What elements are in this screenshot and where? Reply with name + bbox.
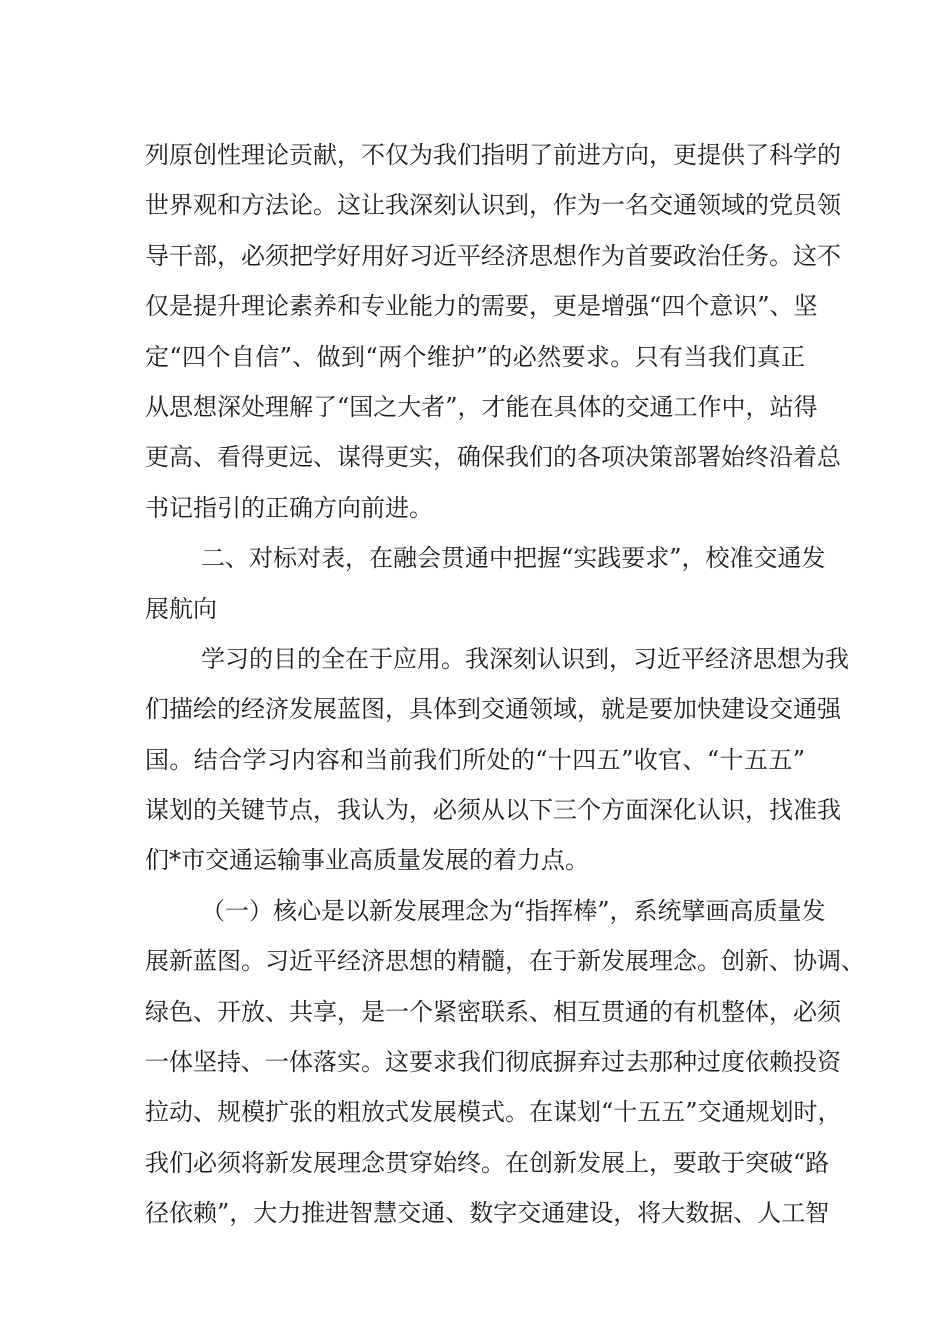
text-line: 径依赖”，大力推进智慧交通、数字交通建设，将大数据、人工智 [145,1199,830,1228]
paragraph-1 [145,130,841,533]
text-line: 绿色、开放、共享，是一个紧密联系、相互贯通的有机整体，必须 [145,997,841,1026]
text-line: 世界观和方法论。这让我深刻认识到，作为一名交通领域的党员领 [145,191,841,220]
text-line: 更高、看得更远、谋得更实，确保我们的各项决策部署始终沿着总 [145,443,841,472]
text-line: 学习的目的全在于应用。我深刻认识到，习近平经济思想为我 [201,644,849,673]
text-line: 列原创性理论贡献，不仅为我们指明了前进方向，更提供了科学的 [145,141,841,169]
text-line: 一体坚持、一体落实。这要求我们彻底摒弃过去那种过度依赖投资 [145,1048,841,1077]
heading-line: 二、对标对表，在融会贯通中把握“实践要求”，校准交通发 [201,544,826,573]
text-line: 我们必须将新发展理念贯穿始终。在创新发展上，要敢于突破“路 [145,1148,830,1177]
text-line: 们*市交通运输事业高质量发展的着力点。 [145,846,589,875]
text-line: 书记指引的正确方向前进。 [145,493,433,522]
heading-line: 展航向 [145,594,217,623]
text-line: 谋划的关键节点，我认为，必须从以下三个方面深化认识，找准我 [145,796,841,825]
paragraph-3 [145,634,849,886]
text-line: 拉动、规模扩张的粗放式发展模式。在谋划“十五五”交通规划时， [145,1098,842,1127]
text-line: 国。结合学习内容和当前我们所处的“十四五”收官、“十五五” [145,745,805,774]
text-line: 定“四个自信”、做到“两个维护”的必然要求。只有当我们真正 [145,342,805,371]
text-line: 从思想深处理解了“国之大者”，才能在具体的交通工作中，站得 [145,392,818,421]
body-text [145,130,865,1239]
text-line: 展新蓝图。习近平经济思想的精髓，在于新发展理念。创新、协调、 [145,947,865,976]
text-line: （一）核心是以新发展理念为“指挥棒”，系统擘画高质量发 [201,896,826,925]
text-line: 导干部，必须把学好用好习近平经济思想作为首要政治任务。这不 [145,241,841,270]
section-heading-2 [145,533,826,634]
text-line: 仅是提升理论素养和专业能力的需要，更是增强“四个意识”、坚 [145,292,818,321]
text-line: 们描绘的经济发展蓝图，具体到交通领域，就是要加快建设交通强 [145,695,841,724]
paragraph-4 [145,886,865,1239]
